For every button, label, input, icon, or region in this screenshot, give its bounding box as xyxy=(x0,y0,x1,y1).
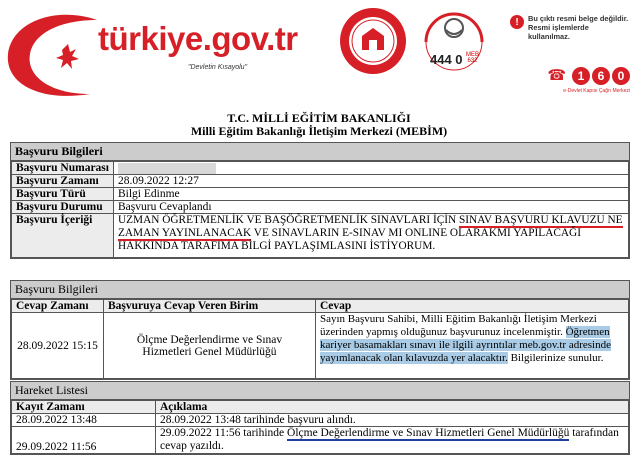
application-number-value xyxy=(114,162,629,175)
ministry-title: T.C. MİLLİ EĞİTİM BAKANLIĞI xyxy=(227,111,411,125)
answer-text: Sayın Başvuru Sahibi, Milli Eğitim Bakanlığı İletişim Merkezi üzerinden yapmış olduğunuz başvurunuz incelenmiştir. xyxy=(320,313,597,338)
row-value: Bilgi Edinme xyxy=(114,188,629,201)
application-info-table xyxy=(11,161,629,258)
redacted-block xyxy=(118,163,216,174)
column-header: Başvuruya Cevap Veren Birim xyxy=(104,300,316,313)
history-table xyxy=(11,400,629,454)
warning-icon: ! xyxy=(510,15,524,29)
meb-phone-number: 444 0 xyxy=(430,52,463,67)
content-text: UZMAN ÖĞRETMENLİK VE BAŞÖĞRETMENLİK SINAVLARI İÇİN xyxy=(118,214,459,226)
history-text: tarafından cevap yazıldı. xyxy=(160,427,619,452)
history-description: 28.09.2022 13:48 tarihinde başvuru alındı. xyxy=(156,414,629,427)
answer-text: Bilgilerinize sunulur. xyxy=(507,352,604,364)
response-unit: Ölçme Değerlendirme ve Sınav Hizmetleri Genel Müdürlüğü xyxy=(104,313,316,379)
meb-call-center-icon xyxy=(418,6,490,78)
history-section xyxy=(10,381,630,455)
table-row xyxy=(12,414,629,427)
table-header-row xyxy=(12,401,629,414)
content-text: VE SINAVLARIN E-SINAV MI ONLINE OLARAKMI YAPILACAĞI HAKKINDA TARAFIMA BİLGİ PAYLAŞIMLASINI İSTİYORUM. xyxy=(118,227,581,252)
table-row xyxy=(12,201,629,214)
row-value: Başvuru Cevaplandı xyxy=(114,201,629,214)
section-heading: Başvuru Bilgileri xyxy=(11,143,629,161)
call-center-subtitle: e-Devlet Kapısı Çağrı Merkezi xyxy=(563,88,630,94)
row-label: Başvuru Numarası xyxy=(12,162,114,175)
row-label: Başvuru Zamanı xyxy=(12,175,114,188)
ministry-seal-icon xyxy=(338,6,408,76)
center-title: Milli Eğitim Bakanlığı İletişim Merkezi (MEBİM) xyxy=(190,124,448,138)
application-content xyxy=(114,214,629,258)
call-digit: 0 xyxy=(612,67,630,85)
history-time: 28.09.2022 13:48 xyxy=(12,414,156,427)
section-heading: Hareket Listesi xyxy=(11,382,629,400)
row-value: 28.09.2022 12:27 xyxy=(114,175,629,188)
official-notice xyxy=(510,14,630,41)
brand-wordmark: türkiye.gov.tr xyxy=(98,20,298,57)
answer-highlighted-text: Öğretmen kariyer basamakları sınavı ile ilgili ayrıntılar meb.gov.tr adresinde yayımlanacak olan kılavuzda yer alacaktır. xyxy=(320,326,611,364)
response-section xyxy=(10,280,630,380)
response-text xyxy=(316,313,629,379)
column-header: Cevap Zamanı xyxy=(12,300,104,313)
response-time: 28.09.2022 15:15 xyxy=(12,313,104,379)
application-info-section xyxy=(10,142,630,259)
table-header-row xyxy=(12,300,629,313)
response-table xyxy=(11,299,629,379)
call-center-badge xyxy=(534,66,630,94)
notice-line-2: Resmi işlemlerde kullanılmaz. xyxy=(528,23,589,41)
table-row xyxy=(12,427,629,454)
call-digit: 1 xyxy=(572,67,590,85)
column-header: Açıklama xyxy=(156,401,629,414)
row-label: Başvuru Türü xyxy=(12,188,114,201)
history-text: 29.09.2022 11:56 tarihinde xyxy=(160,427,288,439)
table-row xyxy=(12,175,629,188)
table-row xyxy=(12,214,629,258)
table-row xyxy=(12,313,629,379)
notice-line-1: Bu çıktı resmi belge değildir. xyxy=(528,14,629,23)
table-row xyxy=(12,162,629,175)
row-label: Başvuru İçeriği xyxy=(12,214,114,258)
history-underlined-text: Ölçme Değerlendirme ve Sınav Hizmetleri Genel Müdürlüğü xyxy=(287,427,570,439)
column-header: Cevap xyxy=(316,300,629,313)
meb-suffix-number: 632 xyxy=(467,58,478,64)
meb-phone-suffix xyxy=(466,52,479,64)
history-description xyxy=(156,427,629,454)
page-header xyxy=(0,0,638,106)
phone-icon: ☎ xyxy=(547,68,566,84)
brand-slogan: "Devletin Kısayolu" xyxy=(188,64,248,71)
history-time: 29.09.2022 11:56 xyxy=(12,427,156,454)
content-underlined-text: SINAV BAŞVURU KLAVUZU NE ZAMAN YAYINLANACAK xyxy=(118,214,623,239)
call-digit: 6 xyxy=(592,67,610,85)
meb-label: MEB xyxy=(466,52,480,58)
section-heading: Başvuru Bilgileri xyxy=(11,281,629,299)
row-label: Başvuru Durumu xyxy=(12,201,114,214)
table-row xyxy=(12,188,629,201)
column-header: Kayıt Zamanı xyxy=(12,401,156,414)
